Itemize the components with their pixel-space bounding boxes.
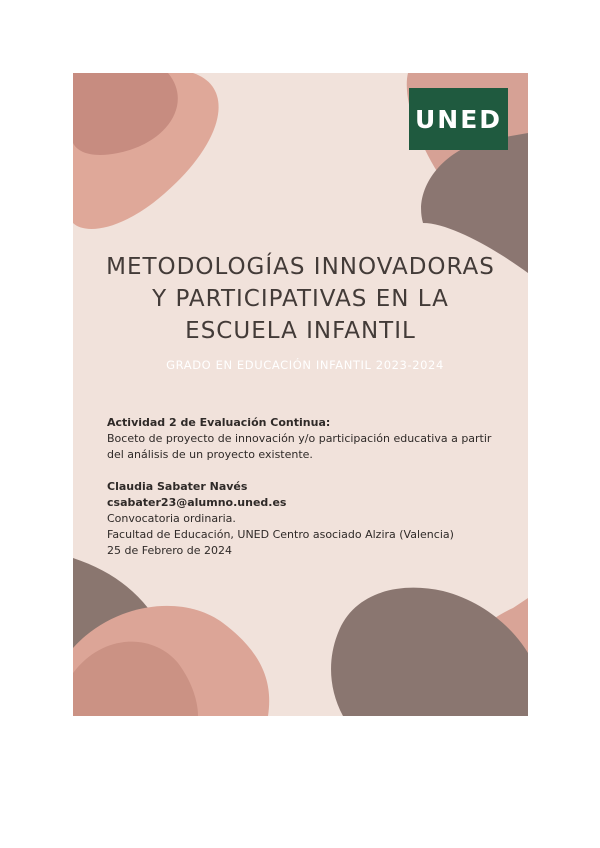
call-info: Convocatoria ordinaria.	[107, 512, 236, 525]
faculty-info: Facultad de Educación, UNED Centro asociado Alzira (Valencia)	[107, 528, 454, 541]
title-line: ESCUELA INFANTIL	[185, 318, 416, 344]
submission-date: 25 de Febrero de 2024	[107, 544, 233, 557]
document-title	[73, 251, 528, 347]
uned-logo	[409, 88, 508, 150]
title-line: Y PARTICIPATIVAS EN LA	[152, 286, 449, 312]
author-name: Claudia Sabater Navés	[107, 480, 248, 493]
uned-logo-text: UNED	[414, 104, 503, 134]
cover-background	[73, 73, 528, 716]
document-details	[107, 415, 517, 559]
activity-description: del análisis de un proyecto existente.	[107, 448, 313, 461]
title-line: METODOLOGÍAS INNOVADORAS	[106, 254, 495, 280]
activity-heading: Actividad 2 de Evaluación Continua:	[107, 416, 331, 429]
degree-subtitle: GRADO EN EDUCACIÓN INFANTIL 2023-2024	[166, 358, 444, 372]
author-email: csabater23@alumno.uned.es	[107, 496, 287, 509]
activity-description: Boceto de proyecto de innovación y/o participación educativa a partir	[107, 432, 492, 445]
cover-page	[73, 73, 528, 716]
